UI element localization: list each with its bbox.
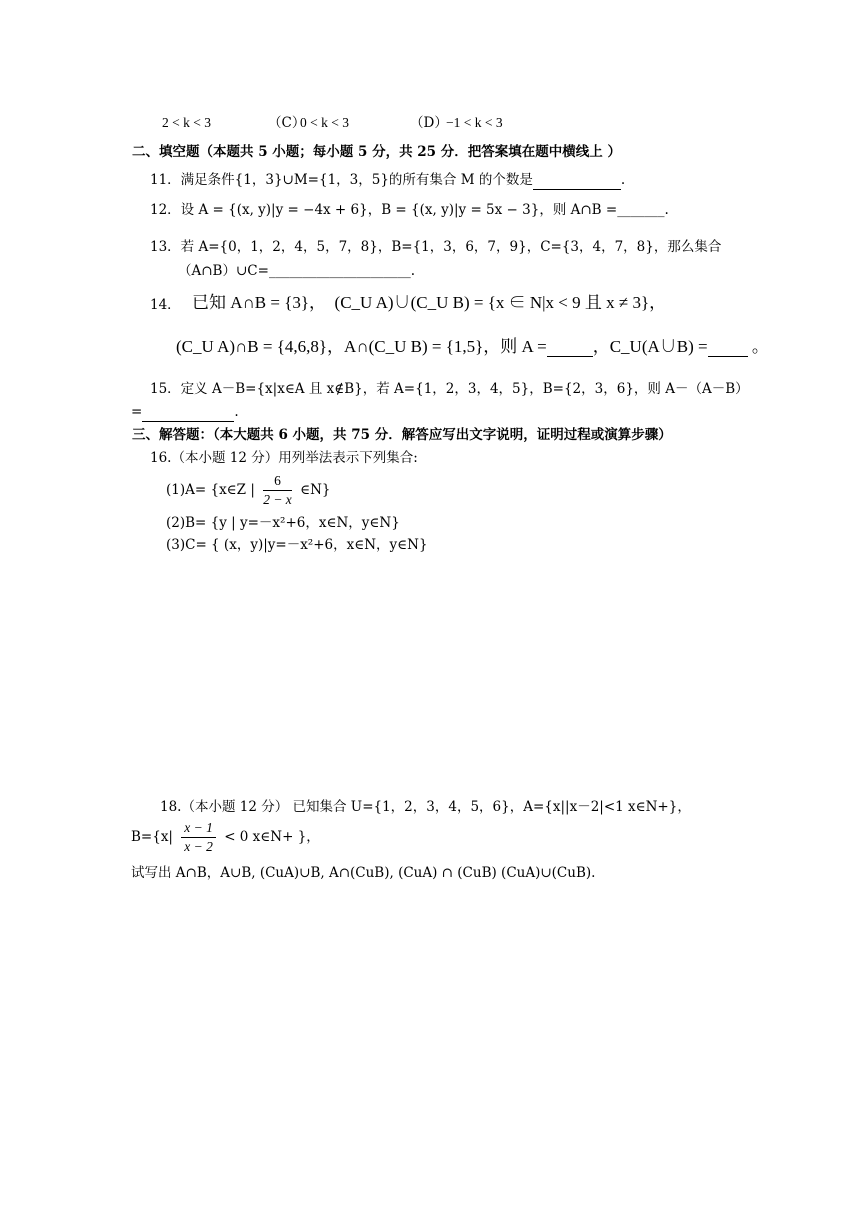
q14-blank-b	[708, 338, 748, 357]
q12-blank: _______	[617, 202, 665, 218]
option-c-label: （C）	[268, 115, 306, 131]
section3-heading: 三、解答题：（本大题共 6 小题，共 75 分．解答应写出文字说明，证明过程或演算步骤）	[132, 427, 672, 443]
q14-line2-b: ，C_U(A∪B) =	[592, 337, 708, 356]
q16-fraction-denominator: 2 − x	[263, 492, 292, 507]
q13-prefix: （A∩B）∪C=	[178, 263, 269, 279]
q12-text: 12．设 A = {(x, y)|y = −4x + 6}，B = {(x, y)|y = 5x − 3}，则 A∩B =	[150, 202, 618, 218]
q14-line2-a: (C_U A)∩B = {4,6,8}，A∩(C_U B) = {1,5}，则 A =	[176, 337, 547, 356]
q15-end: .	[234, 404, 239, 420]
option-a-tail: 2 < k < 3	[162, 115, 211, 130]
q16-part1-post: ∈N}	[300, 482, 331, 498]
q14-end: 。	[751, 337, 769, 356]
q16-fraction	[263, 472, 292, 509]
q13-blank: _____________________	[268, 263, 411, 279]
q18-line2-pre: B={x|	[131, 829, 173, 845]
q13-line2	[178, 262, 415, 280]
q11-text: 11．满足条件{1，3}∪M={1，3，5}的所有集合 M 的个数是	[150, 172, 533, 188]
q16-part1	[166, 472, 331, 509]
option-c-expr: 0 < k < 3	[300, 115, 349, 130]
q15-line1: 15．定义 A－B={x|x∈A 且 x∉B}，若 A={1，2，3，4，5}，B={2，3，6}，则 A－（A－B）	[150, 381, 749, 397]
q14-number: 14．	[150, 297, 181, 313]
q15-blank	[142, 403, 234, 422]
q12-end: .	[664, 202, 669, 218]
q18-fraction-numerator: x − 1	[181, 819, 216, 838]
q15-line2	[131, 403, 239, 422]
q13-line1: 13．若 A={0，1，2，4，5，7，8}，B={1，3，6，7，9}，C={3，4，7，8}，那么集合	[150, 239, 722, 255]
q11-blank	[533, 171, 621, 190]
option-d-expr: −1 < k < 3	[446, 115, 503, 130]
q16-part1-pre: (1)A= {x∈Z |	[166, 482, 255, 498]
q16-title: 16.（本小题 12 分）用列举法表示下列集合:	[150, 450, 418, 466]
q11-end: .	[620, 172, 626, 188]
q16-fraction-numerator: 6	[263, 472, 292, 491]
section2-heading: 二、填空题（本题共 5 小题；每小题 5 分，共 25 分．把答案填在题中横线上 ）	[132, 144, 621, 160]
q11	[150, 171, 625, 190]
q16-part2: (2)B= {y | y=－x²+6，x∈N，y∈N}	[166, 515, 400, 531]
q18-line2-post: < 0 x∈N+ }，	[224, 829, 320, 845]
option-d-label: （D）	[410, 115, 448, 131]
q18-line2	[131, 817, 320, 857]
q18-line1: 18.（本小题 12 分） 已知集合 U={1，2，3，4，5，6}，A={x||x－2|<1 x∈N+}，	[160, 799, 691, 815]
q18-fraction	[181, 819, 216, 856]
q14-blank-a	[547, 338, 593, 357]
q18-fraction-denominator: x − 2	[184, 839, 213, 854]
q16-part3: (3)C= { (x，y)|y=－x²+6，x∈N，y∈N}	[166, 537, 428, 553]
q14-line2	[176, 338, 769, 357]
q18-line3: 试写出 A∩B，A∪B, (CuA)∪B, A∩(CuB), (CuA) ∩ (CuB) (CuA)∪(CuB).	[131, 865, 596, 881]
q12	[150, 201, 669, 219]
q14-line1: 已知 A∩B = {3}， (C_U A)∪(C_U B) = {x ∈ N|x < 9 且 x ≠ 3}，	[192, 293, 667, 312]
q15-eq: =	[131, 404, 143, 420]
q13-end: .	[410, 263, 415, 279]
